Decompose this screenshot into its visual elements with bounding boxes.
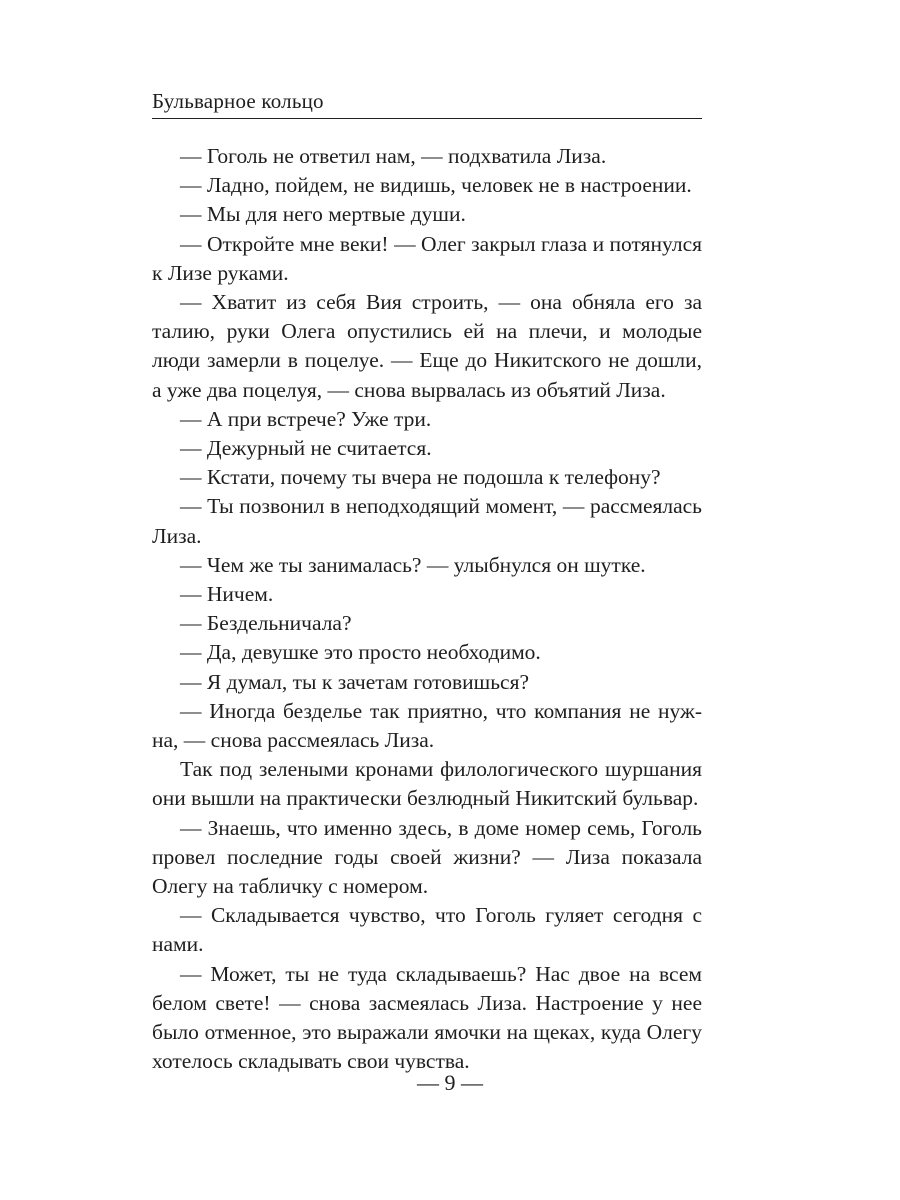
paragraph: — Гоголь не ответил нам, — подхватила Лиза. xyxy=(180,144,607,168)
paragraph: — Кстати, почему ты вчера не подошла к телефону? xyxy=(180,465,661,490)
paragraph: — Складывается чувство, что Гоголь гуляет сегодня с нами. xyxy=(152,903,702,957)
paragraph: — Хватит из себя Вия строить, — она обняла его за талию, руки Олега опустились ей на плечи, и молодые люди замерли в поцелуе. — Еще до Никитского не дошли, а уже два поцелуя, — снова вырвалась из объятий Лиза. xyxy=(152,290,702,402)
paragraph: — Мы для него мертвые души. xyxy=(180,202,466,227)
paragraph: — А при встрече? Уже три. xyxy=(180,406,432,431)
paragraph: Так под зелеными кронами филологического шуршания они вышли на практически безлюдный Никитский бульвар. xyxy=(152,757,702,811)
paragraph: — Может, ты не туда складываешь? Нас двое на всем белом свете! — снова засмеялась Лиза. Настроение у нее было отменное, это выражали ямочки на щеках, куда Олегу хотелось складывать свои чувства. xyxy=(152,961,702,1074)
body-text xyxy=(152,142,702,1077)
paragraph: — Знаешь, что именно здесь, в доме номер семь, Гоголь провел последние годы своей жизни? — Лиза показала Олегу на табличку с номером. xyxy=(152,815,702,899)
paragraph: — Дежурный не считается. xyxy=(180,436,432,461)
paragraph: — Ты позвонил в неподходящий момент, — рассмеялась Лиза. xyxy=(152,494,702,548)
paragraph: — Я думал, ты к зачетам готовишься? xyxy=(180,669,530,694)
paragraph: — Да, девушке это просто необходимо. xyxy=(180,640,541,665)
header-rule xyxy=(152,118,702,119)
running-head-title: Бульварное кольцо xyxy=(152,89,324,113)
paragraph: — Ничем. xyxy=(180,582,274,607)
page-number: — 9 — xyxy=(417,1070,483,1095)
paragraph: — Ладно, пойдем, не видишь, человек не в настроении. xyxy=(180,173,692,198)
paragraph: — Откройте мне веки! — Олег закрыл глаза и потянулся к Лизе руками. xyxy=(152,231,702,285)
paragraph: — Иногда безделье так приятно, что компания не нужна, — снова рассмеялась Лиза. xyxy=(152,698,702,753)
paragraph: — Бездельничала? xyxy=(180,611,352,636)
paragraph: — Чем же ты занималась? — улыбнулся он шутке. xyxy=(180,552,646,577)
